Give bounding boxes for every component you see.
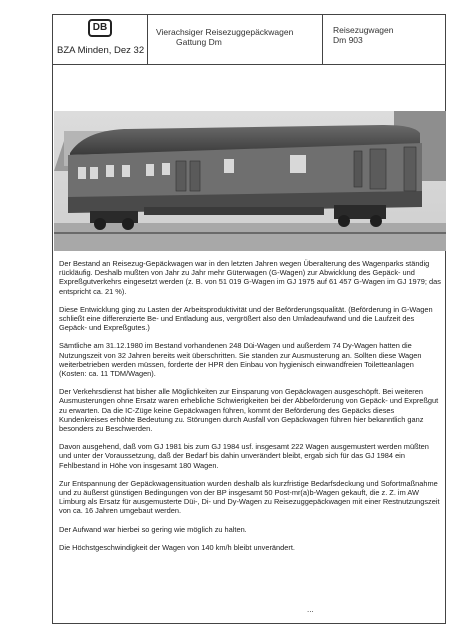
document-page bbox=[52, 14, 446, 624]
paragraph: Der Bestand an Reisezug-Gepäckwagen war in den letzten Jahren wegen Überalterung des Wagenparks ständig rückläufig. Deshalb mußten von Jahr zu Jahr mehr Güterwagen (G-Wagen) zur Abwicklung des Gepäck- und Expreßgutverkehrs eingesetzt werden (z. B. von 51 019 G-Wagen im GJ 1975 auf 61 457 G-Wagen im GJ 1979; das entspricht ca. 21 %). bbox=[59, 259, 441, 296]
category-number: Dm 903 bbox=[333, 35, 363, 45]
header-category-cell bbox=[323, 15, 445, 65]
continuation-mark: ... bbox=[307, 605, 314, 614]
category-label: Reisezugwagen bbox=[333, 25, 394, 35]
paragraph: Der Aufwand war hierbei so gering wie möglich zu halten. bbox=[59, 524, 247, 534]
paragraph: Sämtliche am 31.12.1980 im Bestand vorhandenen 248 Düi-Wagen und außerdem 74 Dy-Wagen hatten die Nutzungszeit von 32 Jahren bereits weit überschritten. Sie standen zur Ausmusterung an. Sollten diese Wagen weiterbetrieben werden müssen, forderte der HPR den Einbau von hygienisch einwandfreien Toiletteanlagen (Kosten: ca. 11 TDM/Wagen). bbox=[59, 341, 422, 379]
paragraph: Diese Entwicklung ging zu Lasten der Arbeitsproduktivität und der Beförderungsqualität. (Beförderung in G-Wagen schließt eine differenzierte Be- und Entladung aus, vergrößert also den Umladeaufwand und die Laufzeit des Gepäck- und Expreßgutes.) bbox=[59, 304, 433, 333]
paragraph: Zur Entspannung der Gepäckwagensituation wurden deshalb als kurzfristige Bedarfsdeckung und Sofortmaßnahme und zu äußerst günstigen Bedingungen von der BP insgesamt 50 Post-mr(a)b-Wagen gekauft, die z. Z. im AW Limburg als Ersatz für ausgemusterte Düi-, Di- und Dy-Wagen zu Reisezuggepäckwagen mit einer Restnutzungszeit von ca. 16 Jahren umgebaut werden. bbox=[59, 478, 440, 516]
header-title-cell bbox=[148, 15, 323, 65]
document-subtitle: Gattung Dm bbox=[176, 37, 222, 47]
paragraph: Der Verkehrsdienst hat bisher alle Möglichkeiten zur Einsparung von Gepäckwagen ausgeschöpft. Bei weiteren Ausmusterungen ohne Ersatz waren erhebliche Schwierigkeiten bei der Abbeförderung von Gepäck- und Expreßgut zu erwarten. Da die IC-Züge keine Gepäckwagen führen, kommt der Beförderung des Gepäcks dieses Kundenkreises erhöhte Bedeutung zu. Störungen durch Ausfall von Gepäckwagen führen hier bekanntlich ganz besonders zu Beschwerden. bbox=[59, 387, 439, 434]
header-issuer-cell bbox=[53, 15, 148, 65]
paragraph: Die Höchstgeschwindigkeit der Wagen von 140 km/h bleibt unverändert. bbox=[59, 542, 295, 552]
document-title: Vierachsiger Reisezuggepäckwagen bbox=[156, 27, 294, 37]
document-header bbox=[53, 15, 445, 65]
department-label: BZA Minden, Dez 32 bbox=[57, 45, 145, 56]
wagon-photo bbox=[54, 111, 446, 251]
db-logo-icon: DB bbox=[88, 19, 112, 37]
paragraph: Davon ausgehend, daß vom GJ 1981 bis zum GJ 1984 usf. insgesamt 222 Wagen ausgemustert werden müßten und unter der Voraussetzung, daß der Bedarf bis dahin unverändert bleibt, ergab sich für das GJ 1984 ein Fehlbestand in Höhe von insgesamt 180 Wagen. bbox=[59, 442, 429, 470]
document-body bbox=[59, 259, 441, 561]
